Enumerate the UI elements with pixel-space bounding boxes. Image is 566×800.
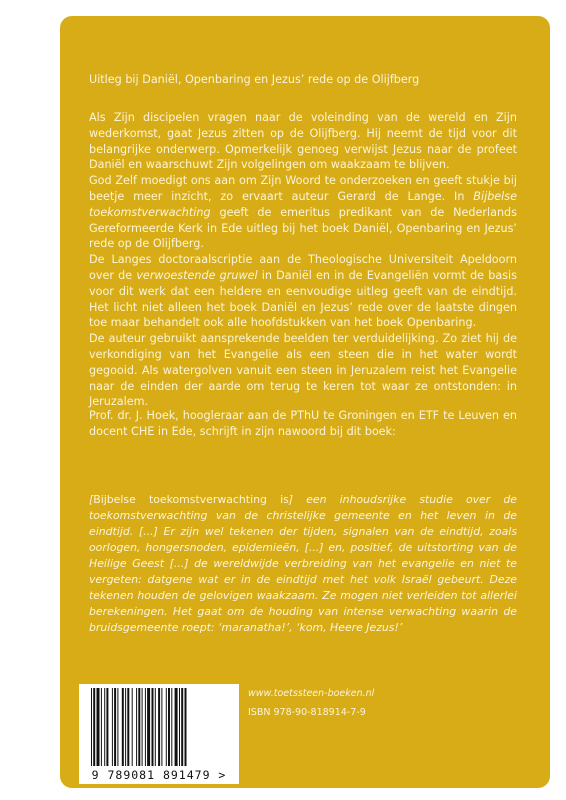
blurb — [89, 110, 517, 410]
back-cover-panel — [60, 16, 550, 788]
barcode-bar — [142, 688, 143, 766]
endorsement-quote: [Bijbelse toekomstverwachting is] een inhoudsrijke studie over de toekomstverwachting van de christelijke gemeente en het leven in de eindtijd. [...] Er zijn wel tekenen der tijden, signalen van de eindtijd, zoals oorlogen, hongersnoden, epidemieën, [...] en, positief, de uitstorting van de Heilige Geest [...] de wereldwijde verbreiding van het evangelie en niet te vergeten: datgene wat er in de eindtijd met het volk Israël gebeurt. Deze tekenen houden de gelovigen waakzaam. Ze mogen niet verleiden tot allerlei berekeningen. Het gaat om de houding van intense verwachting waarin de bruidsgemeente roept: ‘maranatha!’, ‘kom, Heere Jezus!’ — [89, 493, 518, 634]
barcode-bar — [125, 688, 126, 766]
barcode-bar — [138, 688, 140, 766]
blurb-paragraph-2: God Zelf moedigt ons aan om Zijn Woord te onderzoeken en geeft stukje bij beetje meer inzicht, zo ervaart auteur Gerard de Lange. In Bijbelse toekomstverwachting geeft de emeritus predikant van de Nederlands Gereformeerde Kerk in Ede uitleg bij het boek Daniël, Openbaring en Jezus’ rede op de Olijfberg. — [89, 174, 517, 251]
isbn-barcode — [79, 684, 239, 784]
barcode-bar — [152, 688, 154, 766]
barcode-bar — [179, 688, 180, 766]
barcode-bar — [122, 688, 124, 766]
publisher-url: www.toetssteen-boeken.nl — [248, 688, 375, 699]
barcode-bar — [155, 688, 156, 766]
barcode-bar — [136, 688, 137, 766]
book-title: Bijbelse toekomstverwachting — [89, 189, 517, 219]
barcode-bar — [145, 688, 146, 766]
isbn-text: ISBN 978-90-818914-7-9 — [248, 707, 366, 718]
barcode-bar — [166, 688, 167, 766]
emphasis-term: verwoestende gruwel — [136, 268, 258, 282]
barcode-bar — [112, 688, 113, 766]
barcode-bar — [175, 688, 178, 766]
publisher-info — [248, 684, 374, 722]
barcode-bar — [168, 688, 170, 766]
barcode-bar — [93, 688, 95, 766]
blurb-paragraph-3: De Langes doctoraalscriptie aan de Theologische Universiteit Apeldoorn over de verwoestende gruwel in Daniël en in de Evangeliën vormt de basis voor dit werk dat een heldere en eenvoudige uitleg geeft van de eindtijd. Het licht niet alleen het boek Daniël en Jezus’ rede over de laatste dingen toe maar behandelt ook alle hoofdstukken van het boek Openbaring. — [89, 253, 517, 330]
barcode-digits: 9 789081 891479 > — [91, 768, 227, 782]
barcode-bar — [104, 688, 105, 766]
attribution: Prof. dr. J. Hoek, hoogleraar aan de PThU te Groningen en ETF te Leuven en docent CHE in Ede, schrijft in zijn nawoord bij dit boek: — [89, 409, 517, 438]
barcode-bar — [171, 688, 172, 766]
barcode-bars — [89, 688, 229, 766]
subtitle: Uitleg bij Daniël, Openbaring en Jezus’ rede op de Olijfberg — [89, 73, 420, 86]
barcode-bar — [91, 688, 92, 766]
barcode-bar — [101, 688, 102, 766]
barcode-bar — [185, 688, 187, 766]
barcode-bar — [161, 688, 162, 766]
barcode-bar — [127, 688, 129, 766]
barcode-bar — [158, 688, 160, 766]
quote-book-title: Bijbelse toekomstverwachting is — [93, 493, 289, 506]
barcode-bar — [97, 688, 100, 766]
blurb-paragraph-4: De auteur gebruikt aansprekende beelden ter verduidelijking. Zo ziet hij de verkondiging van het Evangelie als een steen die in het water wordt gegooid. Als watergolven vanuit een steen in Jeruzalem reist het Evangelie naar de einden der aarde om terug te keren tot waar ze ontstonden: in Jeruzalem. — [89, 332, 517, 409]
blurb-paragraph-1: Als Zijn discipelen vragen naar de voleinding van de wereld en Zijn wederkomst, gaat Jezus zitten op de Olijfberg. Hij neemt de tijd voor dit belangrijke onderwerp. Opmerkelijk genoeg verwijst Jezus naar de profeet Daniël en waarschuwt Zijn volgelingen om waakzaam te blijven. — [89, 111, 517, 172]
barcode-bar — [181, 688, 183, 766]
barcode-bar — [114, 688, 116, 766]
barcode-bar — [147, 688, 150, 766]
barcode-bar — [132, 688, 133, 766]
barcode-bar — [106, 688, 108, 766]
barcode-bar — [117, 688, 118, 766]
